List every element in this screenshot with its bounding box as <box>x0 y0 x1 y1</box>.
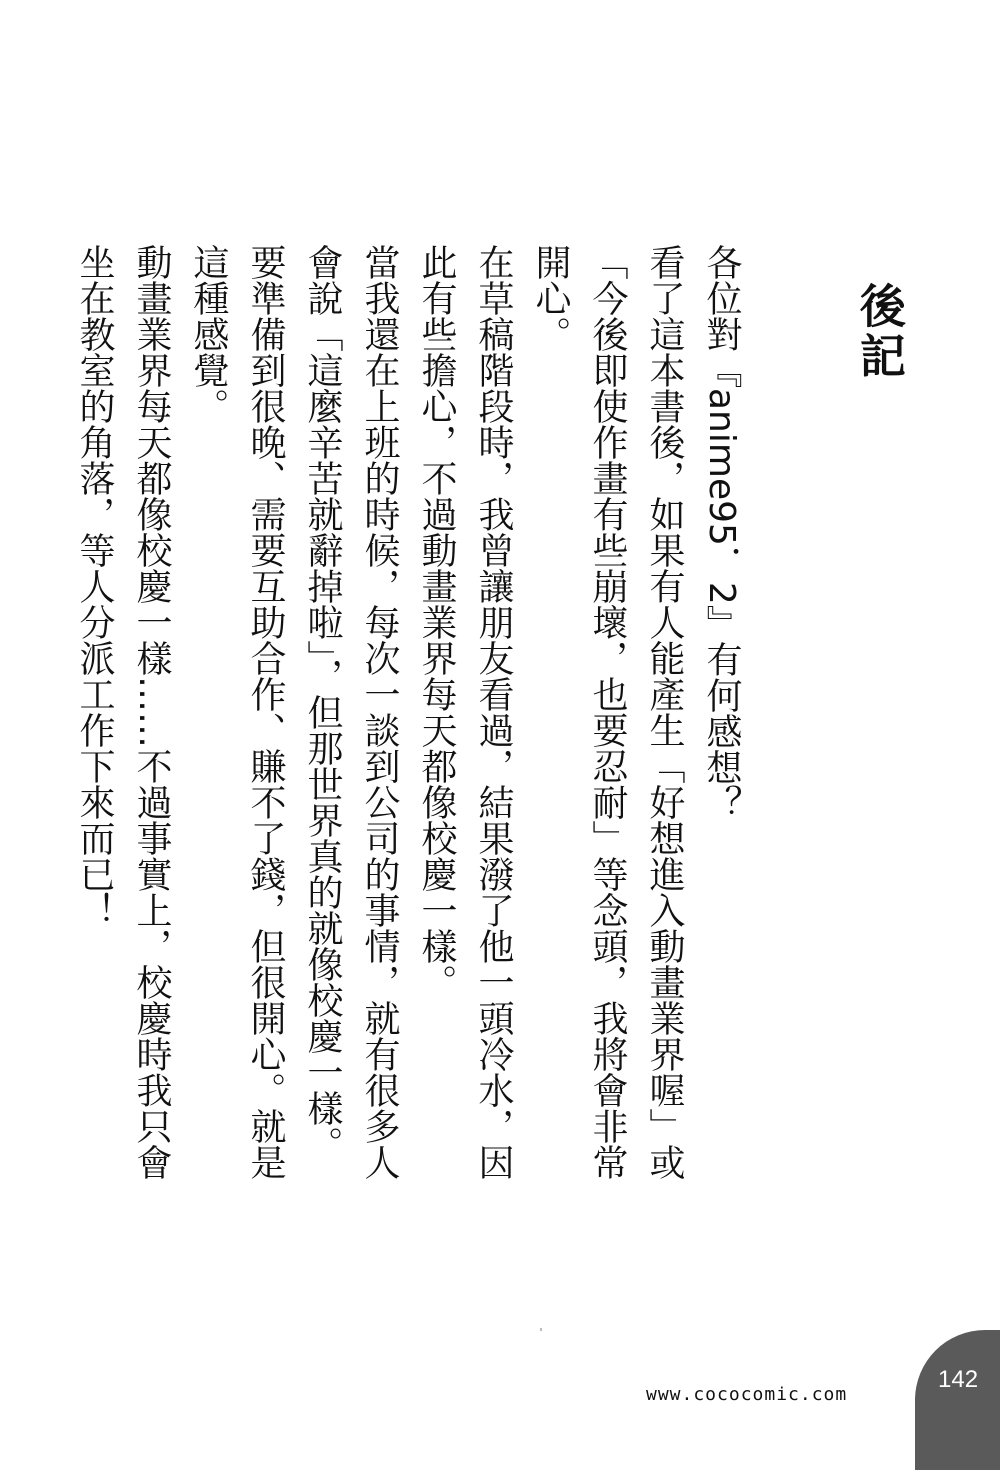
paragraph: 要準備到很晚、需要互助合作、賺不了錢，但很開心。就是這種感覺。 <box>188 244 286 1180</box>
page-number-tab <box>915 1330 1000 1470</box>
paragraph: 看了這本書後，如果有人能產生「好想進入動畫業界喔」或「今後即使作畫有些崩壞，也要忍耐」等念頭，我將會非常開心。 <box>530 244 685 1180</box>
paragraph: 在草稿階段時，我曾讓朋友看過，結果潑了他一頭冷水，因此有些擔心，不過動畫業界每天都像校慶一樣。 <box>416 244 514 1180</box>
paragraph: 動畫業界每天都像校慶一樣……不過事實上，校慶時我只會坐在教室的角落，等人分派工作下來而已！ <box>74 244 172 1180</box>
afterword-body <box>66 244 750 1204</box>
paragraph: 各位對『anime95．2』有何感想？ <box>701 244 742 821</box>
page-number: 142 <box>938 1366 979 1393</box>
paragraph: 當我還在上班的時候，每次一談到公司的事情，就有很多人會說「這麼辛苦就辭掉啦」，但那世界真的就像校慶一樣。 <box>302 244 400 1180</box>
page-title: 後記 <box>852 282 907 382</box>
scan-speck <box>540 1328 542 1331</box>
watermark-url: www.cococomic.com <box>646 1384 848 1405</box>
